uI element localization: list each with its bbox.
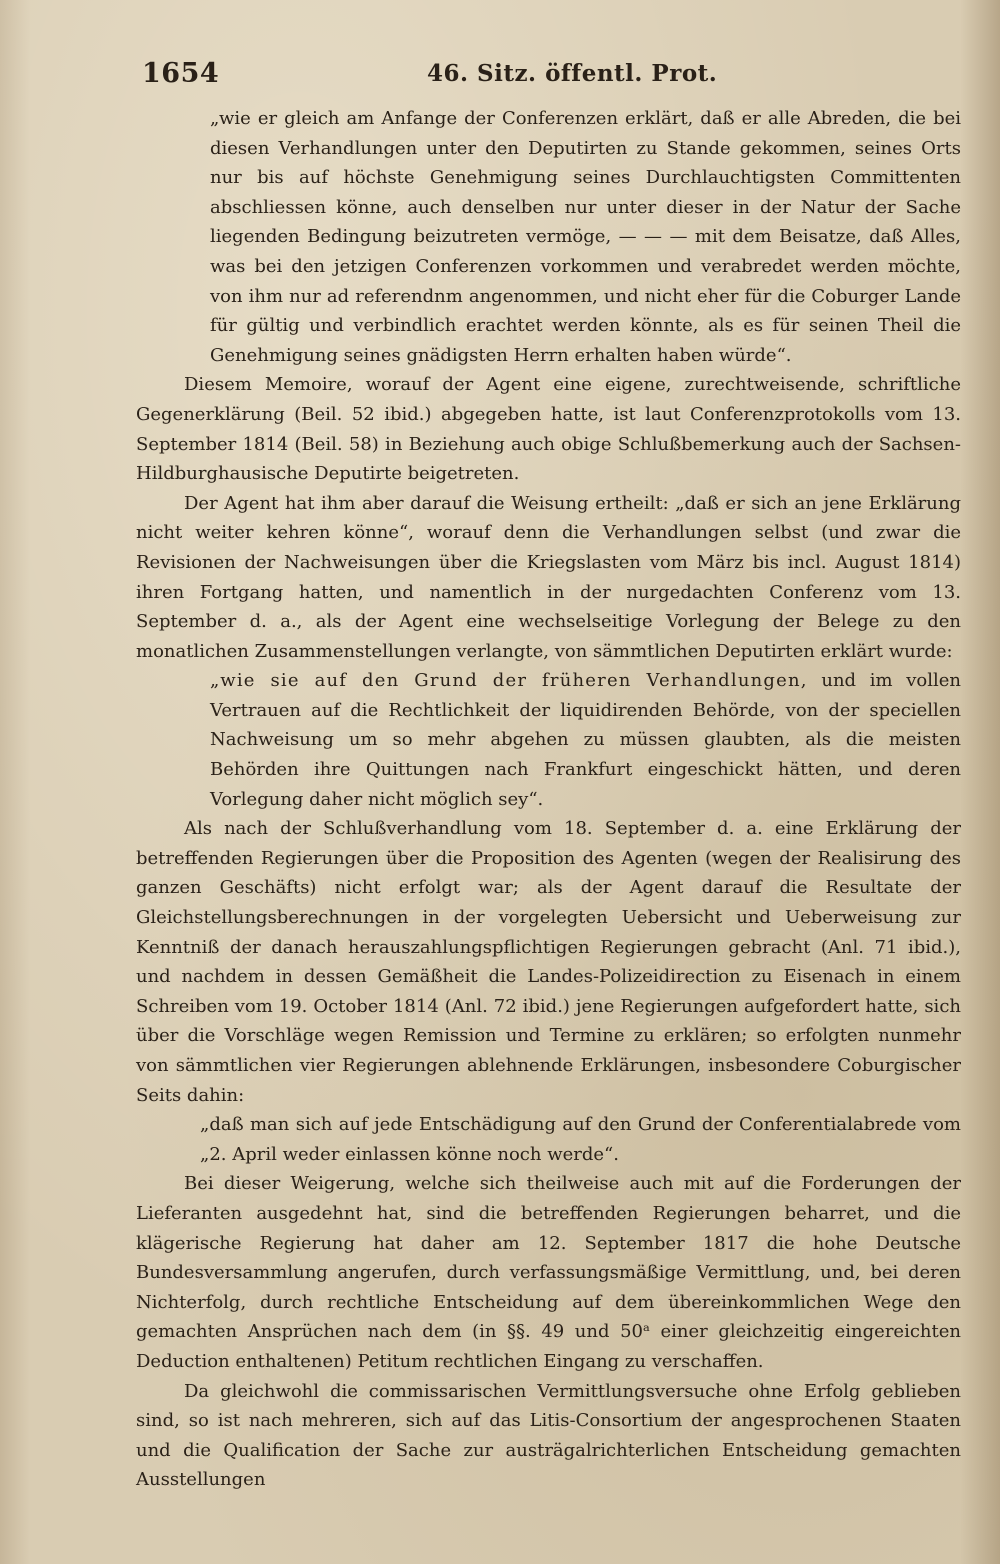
paragraph-weisung: Der Agent hat ihm aber darauf die Weisung ertheilt: „daß er sich an jene Erklärung nicht weiter kehren könne“, worauf denn die Verhandlungen selbst (und zwar die Revisionen der Nachweisungen über die Kriegslasten vom März bis incl. August 1814) ihren Fortgang hatten, und namentlich in der nurgedachten Conferenz vom 13. September d. a., als der Agent eine wechselseitige Vorlegung der Belege zu den monatlichen Zusammenstellungen verlangte, von sämmtlichen Deputirten erklärt wurde: — [136, 492, 961, 662]
paragraph-schlussverhandlung: Als nach der Schlußverhandlung vom 18. September d. a. eine Erklärung der betreffenden Regierungen über die Proposition des Agenten (wegen der Realisirung des ganzen Geschäfts) nicht erfolgt war; als der Agent darauf die Resultate der Gleichstellungsberechnungen in der vorgelegten Uebersicht und Ueberweisung zur Kenntniß der danach herauszahlungspflichtigen Regierungen gebracht (Anl. 71 ibid.), und nachdem in dessen Gemäßheit die Landes-Polizeidirection zu Eisenach in einem Schreiben vom 19. October 1814 (Anl. 72 ibid.) jene Regierungen aufgefordert hatte, sich über die Vorschläge wegen Remission und Termine zu erklären; so erfolgten nunmehr von sämmtlichen vier Regierungen ablehnende Erklärungen, insbesondere Coburgischer Seits dahin: — [136, 818, 961, 1106]
quote-paragraph-2 — [136, 666, 961, 814]
page-number: 1654 — [142, 58, 220, 89]
page-header — [142, 58, 960, 94]
paragraph-weigerung: Bei dieser Weigerung, welche sich theilweise auch mit auf die Forderungen der Lieferanten ausgedehnt hat, sind die betreffenden Regierungen beharret, und die klägerische Regierung hat daher am 12. September 1817 die hohe Deutsche Bundesversammlung angerufen, durch verfassungsmäßige Vermittlung, und, bei deren Nichterfolg, durch rechtliche Entscheidung auf dem übereinkommlichen Wege den gemachten Ansprüchen nach dem (in §§. 49 und 50ᵃ einer gleichzeitig eingereichten Deduction enthaltenen) Petitum rechtlichen Eingang zu verschaffen. — [136, 1173, 961, 1372]
quote-paragraph-1: „wie er gleich am Anfange der Conferenzen erklärt, daß er alle Abreden, die bei diesen Verhandlungen unter den Deputirten zu Stande gekommen, seines Orts nur bis auf höchste Genehmigung seines Durchlauchtigsten Committenten abschliessen könne, auch denselben nur unter dieser in der Natur der Sache liegenden Bedingung beizutreten vermöge, — — — mit dem Beisatze, daß Alles, was bei den jetzigen Conferenzen vorkommen und verabredet werden möchte, von ihm nur ad referendnm angenommen, und nicht eher für die Coburger Lande für gültig und verbindlich erachtet werden könnte, als es für seinen Theil die Genehmigung seines gnädigsten Herrn erhalten haben würde“. — [210, 108, 961, 366]
running-head: 46. Sitz. öffentl. Prot. — [427, 60, 718, 87]
paragraph-memoire: Diesem Memoire, worauf der Agent eine eigene, zurechtweisende, schriftliche Gegenerklärung (Beil. 52 ibid.) abgegeben hatte, ist laut Conferenzprotokolls vom 13. September 1814 (Beil. 58) in Beziehung auch obige Schlußbemerkung auch der Sachsen-Hildburghausische Deputirte beigetreten. — [136, 374, 961, 485]
quote-spaced-text: „wie sie auf den Grund der früheren Verhandlungen, — [210, 670, 808, 692]
quote-paragraph-3: „daß man sich auf jede Entschädigung auf den Grund der Conferentialabrede vom „2. April weder einlassen könne noch werde“. — [200, 1114, 961, 1165]
paragraph-vermittlung: Da gleichwohl die commissarischen Vermittlungsversuche ohne Erfolg geblieben sind, so ist nach mehreren, sich auf das Litis-Consortium der angesprochenen Staaten und die Qualification der Sache zur austrägalrichterlichen Entscheidung gemachten Ausstellungen — [136, 1380, 961, 1491]
body-text — [136, 104, 961, 1495]
quote-continuation-text: und im vollen Vertrauen auf die Rechtlichkeit der liquidirenden Behörde, von der speciellen Nachweisung um so mehr abgehen zu müssen glaubten, als die meisten Behörden ihre Quittungen nach Frankfurt eingeschickt hätten, und deren Vorlegung daher nicht möglich sey“. — [210, 670, 961, 810]
